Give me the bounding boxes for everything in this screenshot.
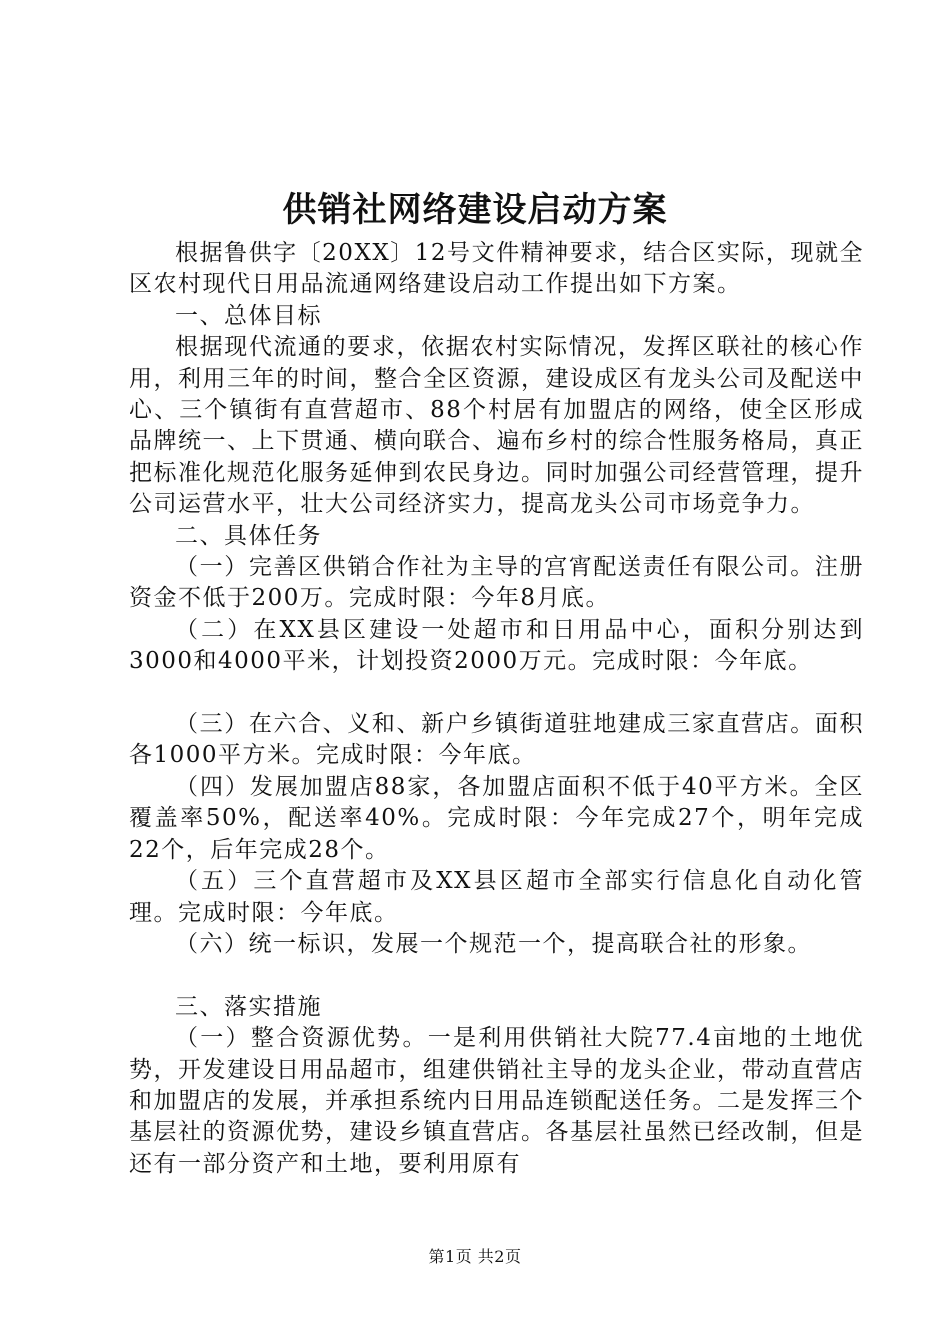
task-item-1: （一）完善区供销合作社为主导的宫宵配送责任有限公司。注册资金不低于200万。完成时限：今年8月底。 (129, 554, 864, 612)
paragraph-overall-goal: 根据现代流通的要求，依据农村实际情况，发挥区联社的核心作用，利用三年的时间，整合全区资源，建设成区有龙头公司及配送中心、三个镇街有直营超市、88个村居有加盟店的网络，使全区形成品牌统一、上下贯通、横向联合、遍布乡村的综合性服务格局，真正把标准化规范化服务延伸到农民身边。同时加强公司经营管理，提升公司运营水平，壮大公司经济实力，提高龙头公司市场竞争力。 (129, 334, 864, 518)
document-title: 供销社网络建设启动方案 (282, 190, 668, 230)
section-heading-measures: 三、落实措施 (175, 993, 322, 1020)
section-heading-overall-goal: 一、总体目标 (175, 302, 322, 329)
task-item-5: （五）三个直营超市及XX县区超市全部实行信息化自动化管理。完成时限：今年底。 (129, 868, 864, 926)
document-body (129, 238, 864, 1180)
paragraph-intro: 根据鲁供字〔20XX〕12号文件精神要求，结合区实际，现就全区农村现代日用品流通网络建设启动工作提出如下方案。 (129, 240, 864, 298)
task-item-3: （三）在六合、义和、新户乡镇街道驻地建成三家直营店。面积各1000平方米。完成时限：今年底。 (129, 711, 864, 769)
task-item-6: （六）统一标识，发展一个规范一个，提高联合社的形象。 (175, 930, 812, 957)
section-heading-specific-tasks: 二、具体任务 (175, 522, 322, 549)
task-item-4: （四）发展加盟店88家，各加盟店面积不低于40平方米。全区覆盖率50%，配送率40%。完成时限：今年完成27个，明年完成22个，后年完成28个。 (129, 773, 864, 863)
measure-item-1: （一）整合资源优势。一是利用供销社大院77.4亩地的土地优势，开发建设日用品超市，组建供销社主导的龙头企业，带动直营店和加盟店的发展，并承担系统内日用品连锁配送任务。二是发挥三个基层社的资源优势，建设乡镇直营店。各基层社虽然已经改制，但是还有一部分资产和土地，要利用原有 (129, 1025, 864, 1177)
task-item-2: （二）在XX县区建设一处超市和日用品中心，面积分别达到3000和4000平米，计划投资2000万元。完成时限：今年底。 (129, 616, 864, 675)
page-footer: 第1页 共2页 (428, 1247, 522, 1266)
